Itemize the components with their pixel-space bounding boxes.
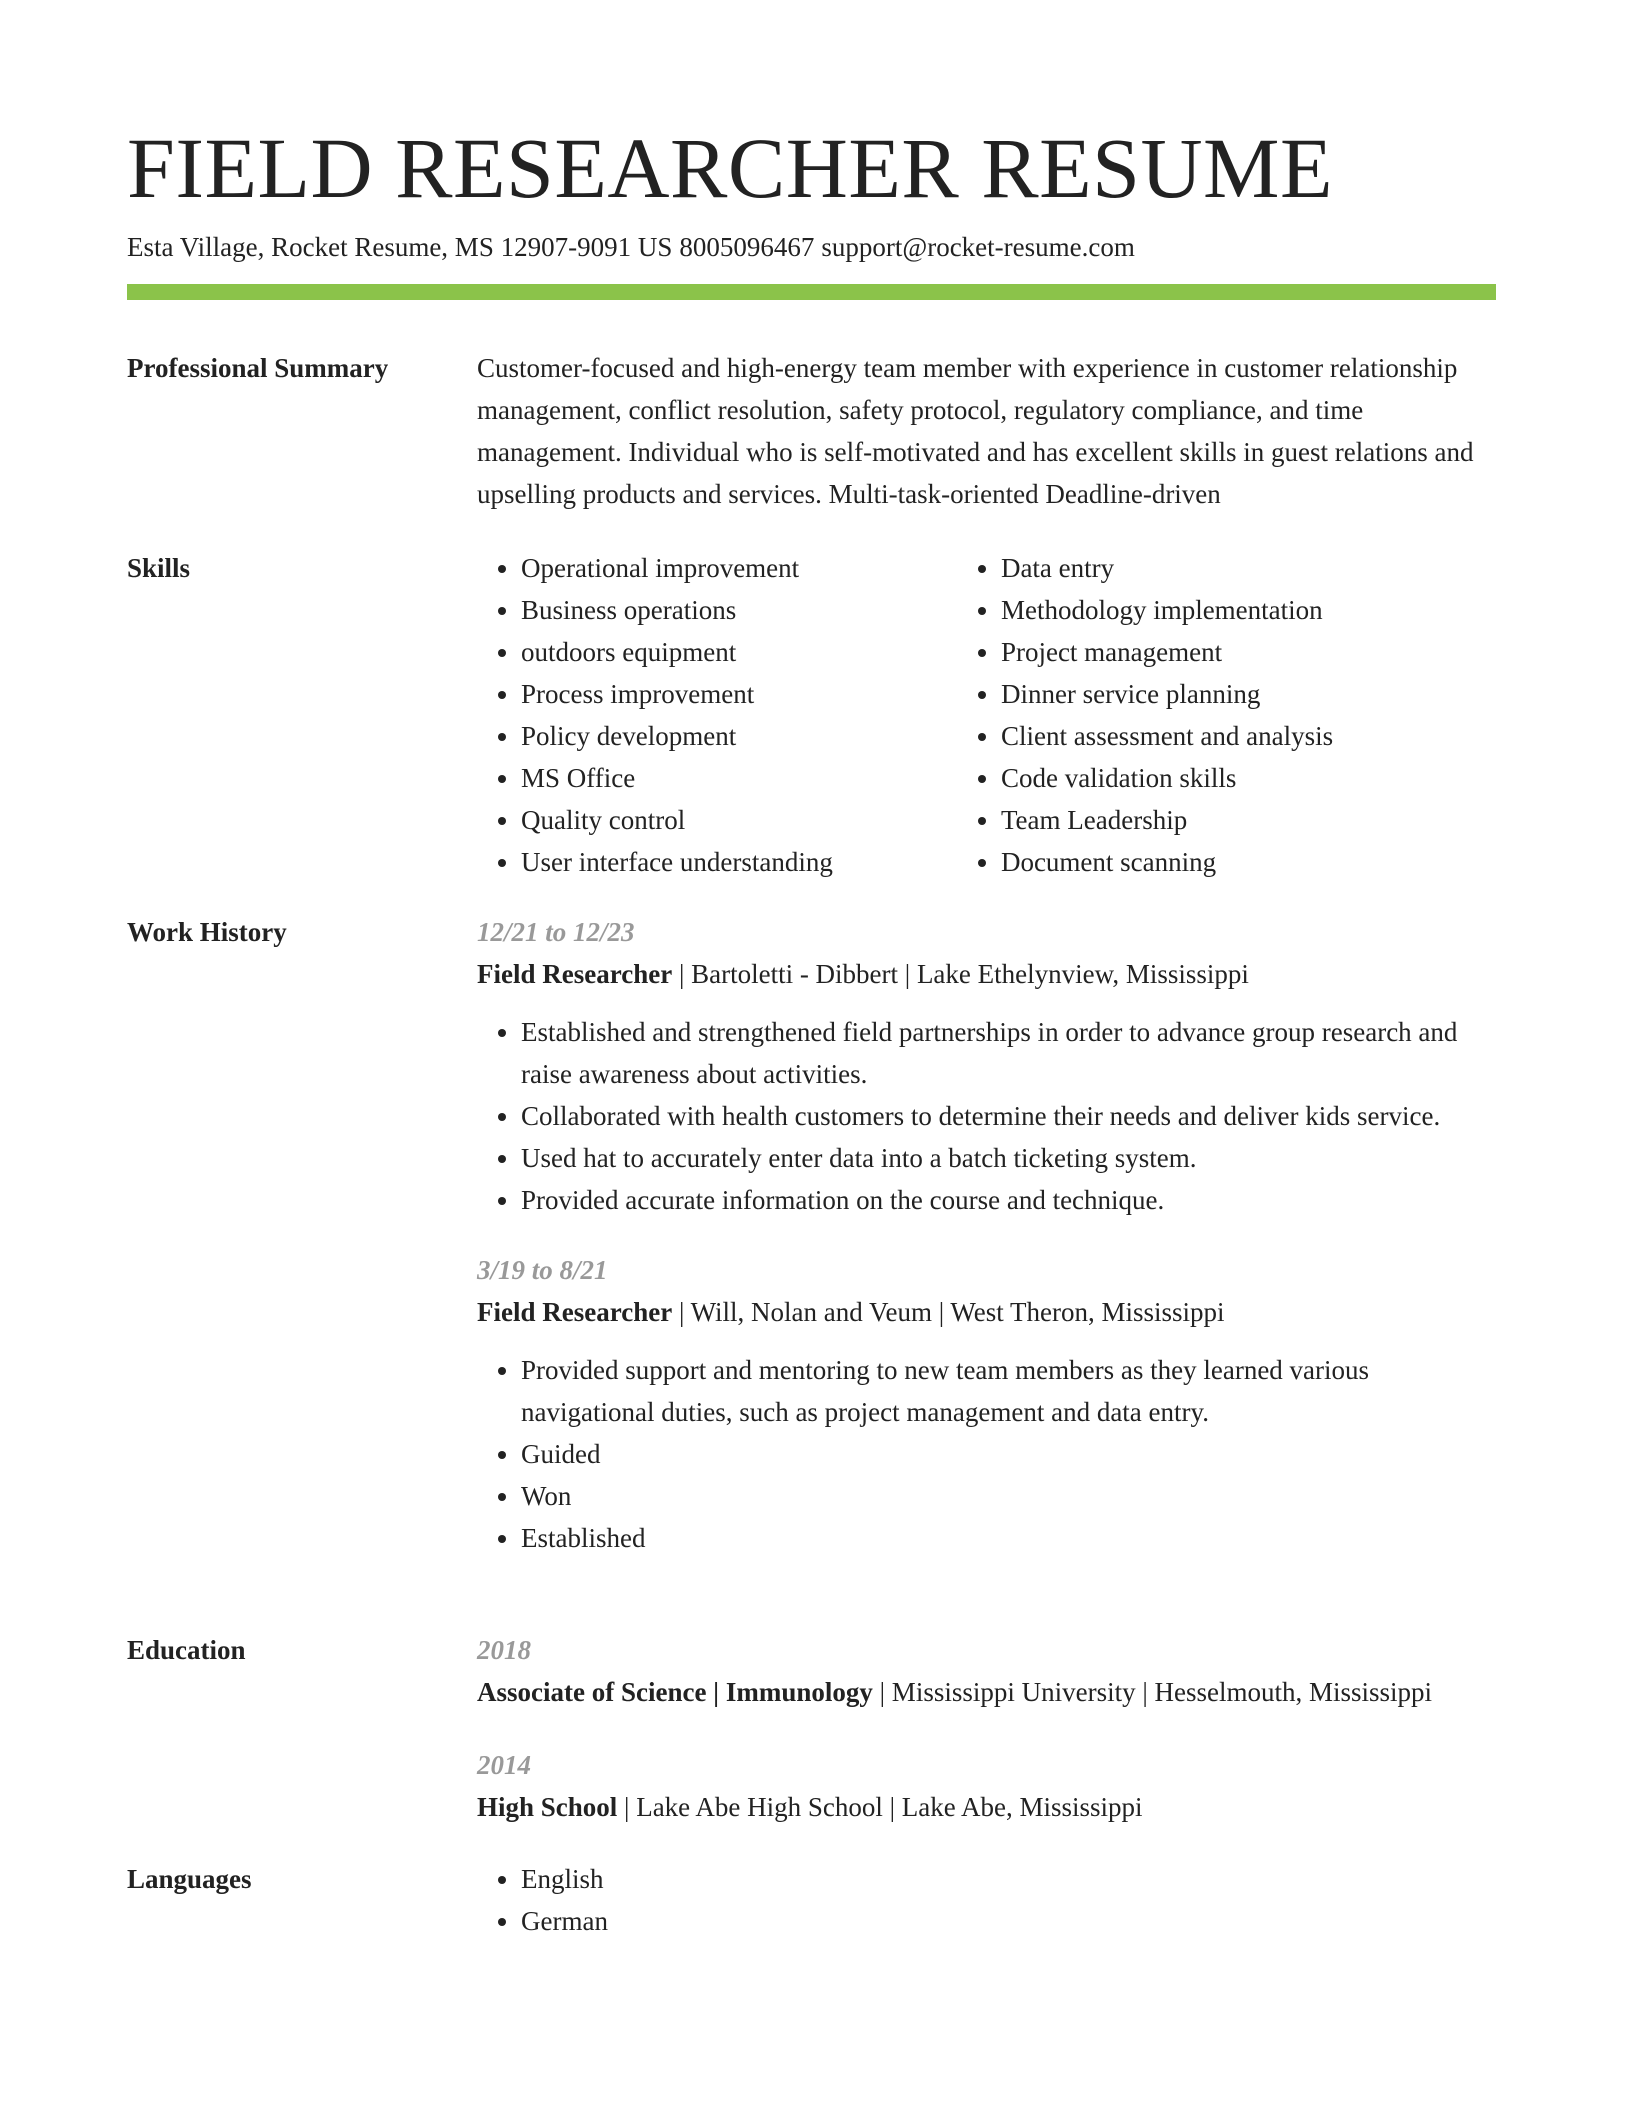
summary-text: Customer-focused and high-energy team member with experience in customer relationship management, conflict resolution, safety protocol, regulatory compliance, and time management. Individual who is self-motivated and has excellent skills in guest relations and upselling products and services. Multi-task-oriented Deadline-driven xyxy=(477,353,1474,509)
education-line xyxy=(477,1671,1497,1713)
job-role-line xyxy=(477,1291,1497,1333)
job-bullets xyxy=(477,1011,1497,1221)
job-bullet: • Won xyxy=(521,1475,1497,1517)
education-degree: High School xyxy=(477,1792,618,1822)
education-entry xyxy=(477,1629,1497,1713)
languages-label: Languages xyxy=(127,1864,252,1894)
job-bullet: • Established and strengthened field partnerships in order to advance group research and raise awareness about activities. xyxy=(521,1011,1497,1095)
skill-item: • Code validation skills xyxy=(1001,757,1497,799)
skills-list-right xyxy=(957,547,1497,883)
job-details: | Will, Nolan and Veum | West Theron, Mississippi xyxy=(672,1297,1225,1327)
contact-address: Esta Village, Rocket Resume, MS 12907-9091 US xyxy=(127,232,673,262)
contact-email: support@rocket-resume.com xyxy=(821,232,1135,262)
job-entry xyxy=(477,911,1497,1221)
skill-item: • outdoors equipment xyxy=(521,631,957,673)
job-bullet: • Provided support and mentoring to new team members as they learned various navigational duties, such as project management and data entry. xyxy=(521,1349,1497,1433)
skills-list-left xyxy=(477,547,957,883)
education-details: | Lake Abe High School | Lake Abe, Mississippi xyxy=(617,1792,1143,1822)
education-year: 2018 xyxy=(477,1635,531,1665)
job-bullet: • Provided accurate information on the course and technique. xyxy=(521,1179,1497,1221)
job-title: Field Researcher xyxy=(477,1297,673,1327)
job-role-line xyxy=(477,953,1497,995)
summary-body xyxy=(477,347,1497,515)
job-bullet: • Used hat to accurately enter data into a batch ticketing system. xyxy=(521,1137,1497,1179)
job-dates: 3/19 to 8/21 xyxy=(477,1255,608,1285)
resume-title: FIELD RESEARCHER RESUME xyxy=(127,120,1334,216)
contact-line xyxy=(127,229,1142,265)
skill-item: • User interface understanding xyxy=(521,841,957,883)
education-year: 2014 xyxy=(477,1750,531,1780)
skill-item: • Operational improvement xyxy=(521,547,957,589)
skill-item: • Project management xyxy=(1001,631,1497,673)
skills-body xyxy=(477,547,1497,883)
header-divider xyxy=(127,284,1496,300)
education-entry xyxy=(477,1744,1497,1828)
languages-body xyxy=(477,1858,1497,1942)
job-bullet: • Established xyxy=(521,1517,1497,1559)
skill-item: • Process improvement xyxy=(521,673,957,715)
skill-item: • Methodology implementation xyxy=(1001,589,1497,631)
language-item: • German xyxy=(521,1900,1497,1942)
languages-list xyxy=(477,1858,1497,1942)
job-entry xyxy=(477,1249,1497,1559)
contact-phone: 8005096467 xyxy=(679,232,815,262)
skill-item: • Business operations xyxy=(521,589,957,631)
skill-item: • MS Office xyxy=(521,757,957,799)
job-details: | Bartoletti - Dibbert | Lake Ethelynview, Mississippi xyxy=(672,959,1249,989)
education-line xyxy=(477,1786,1497,1828)
skill-item: • Team Leadership xyxy=(1001,799,1497,841)
skill-item: • Quality control xyxy=(521,799,957,841)
skills-label: Skills xyxy=(127,553,191,583)
job-bullet: • Collaborated with health customers to determine their needs and deliver kids service. xyxy=(521,1095,1497,1137)
education-label: Education xyxy=(127,1635,246,1665)
language-item: • English xyxy=(521,1858,1497,1900)
skill-item: • Data entry xyxy=(1001,547,1497,589)
skill-item: • Policy development xyxy=(521,715,957,757)
education-body xyxy=(477,1629,1497,1828)
job-dates: 12/21 to 12/23 xyxy=(477,917,635,947)
education-degree: Associate of Science | Immunology xyxy=(477,1677,873,1707)
job-bullet: • Guided xyxy=(521,1433,1497,1475)
skill-item: • Client assessment and analysis xyxy=(1001,715,1497,757)
work-history-body xyxy=(477,911,1497,1559)
job-title: Field Researcher xyxy=(477,959,673,989)
job-bullets xyxy=(477,1349,1497,1559)
work-history-label: Work History xyxy=(127,917,287,947)
skill-item: • Dinner service planning xyxy=(1001,673,1497,715)
education-details: | Mississippi University | Hesselmouth, Mississippi xyxy=(872,1677,1433,1707)
skill-item: • Document scanning xyxy=(1001,841,1497,883)
summary-label: Professional Summary xyxy=(127,353,389,383)
